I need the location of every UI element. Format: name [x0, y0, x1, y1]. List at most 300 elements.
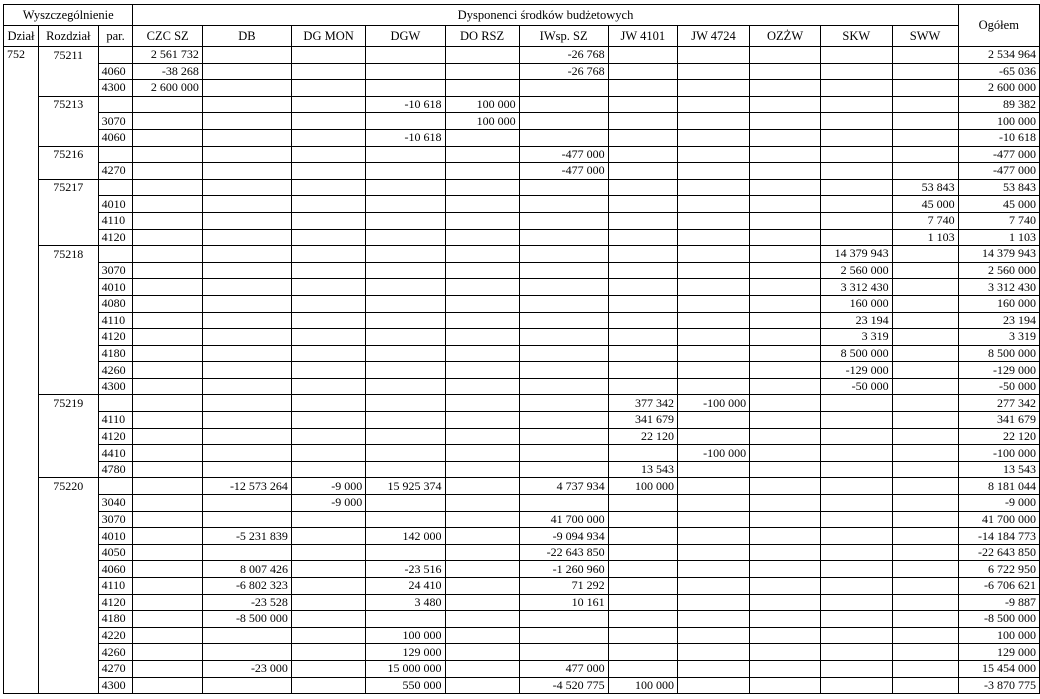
- cell-value: [677, 80, 749, 97]
- cell-dzial: [4, 179, 39, 196]
- cell-rozdzial: [38, 627, 98, 644]
- cell-total: 53 843: [958, 179, 1039, 196]
- cell-value: [608, 163, 677, 180]
- cell-par: [98, 146, 133, 163]
- cell-value: [892, 47, 958, 64]
- cell-value: [750, 428, 821, 445]
- cell-rozdzial: [38, 362, 98, 379]
- cell-value: [133, 461, 202, 478]
- cell-value: [202, 146, 291, 163]
- cell-value: [892, 461, 958, 478]
- cell-value: [821, 179, 893, 196]
- cell-rozdzial: [38, 378, 98, 395]
- cell-dzial: [4, 528, 39, 545]
- cell-value: [821, 212, 893, 229]
- cell-value: [750, 478, 821, 495]
- cell-value: [366, 544, 445, 561]
- table-row: [4, 544, 1040, 561]
- cell-value: [821, 677, 893, 694]
- cell-value: [750, 329, 821, 346]
- cell-par: 4060: [98, 63, 133, 80]
- cell-value: [366, 329, 445, 346]
- cell-dzial: [4, 611, 39, 628]
- cell-rozdzial: [38, 262, 98, 279]
- cell-value: [291, 329, 365, 346]
- cell-total: 15 454 000: [958, 660, 1039, 677]
- cell-value: [750, 644, 821, 661]
- cell-value: 53 843: [892, 179, 958, 196]
- cell-value: [202, 312, 291, 329]
- cell-value: 15 000 000: [366, 660, 445, 677]
- cell-value: [291, 295, 365, 312]
- cell-value: [445, 179, 519, 196]
- cell-value: [892, 96, 958, 113]
- cell-value: [892, 677, 958, 694]
- cell-value: [892, 511, 958, 528]
- cell-value: -26 768: [519, 63, 608, 80]
- cell-value: [445, 528, 519, 545]
- cell-value: [291, 279, 365, 296]
- cell-total: -477 000: [958, 146, 1039, 163]
- cell-value: [291, 80, 365, 97]
- cell-rozdzial: [38, 63, 98, 80]
- table-row: [4, 163, 1040, 180]
- cell-value: [821, 146, 893, 163]
- header-row-2: [4, 26, 1040, 47]
- cell-rozdzial: [38, 428, 98, 445]
- header-disposer: SWW: [892, 26, 958, 47]
- cell-value: [445, 428, 519, 445]
- cell-value: [202, 113, 291, 130]
- cell-dzial: [4, 146, 39, 163]
- cell-value: [133, 179, 202, 196]
- cell-par: 4270: [98, 163, 133, 180]
- cell-par: 4120: [98, 329, 133, 346]
- cell-value: [133, 578, 202, 595]
- table-row: [4, 511, 1040, 528]
- cell-value: [445, 329, 519, 346]
- cell-value: [750, 47, 821, 64]
- cell-value: [133, 312, 202, 329]
- cell-value: [608, 528, 677, 545]
- cell-value: [519, 345, 608, 362]
- cell-value: [366, 611, 445, 628]
- cell-value: 41 700 000: [519, 511, 608, 528]
- cell-rozdzial: [38, 544, 98, 561]
- cell-value: [445, 163, 519, 180]
- cell-value: [608, 113, 677, 130]
- cell-value: [677, 329, 749, 346]
- cell-value: [608, 578, 677, 595]
- cell-value: [821, 528, 893, 545]
- cell-value: [133, 329, 202, 346]
- cell-value: [608, 80, 677, 97]
- cell-value: [608, 47, 677, 64]
- cell-value: -100 000: [677, 395, 749, 412]
- cell-value: [366, 179, 445, 196]
- table-row: [4, 495, 1040, 512]
- cell-rozdzial: [38, 677, 98, 694]
- cell-total: 41 700 000: [958, 511, 1039, 528]
- cell-total: -9 000: [958, 495, 1039, 512]
- cell-value: 8 007 426: [202, 561, 291, 578]
- cell-value: [821, 113, 893, 130]
- cell-total: -100 000: [958, 445, 1039, 462]
- cell-value: [133, 677, 202, 694]
- cell-value: [445, 63, 519, 80]
- cell-value: [133, 495, 202, 512]
- cell-value: [291, 362, 365, 379]
- table-row: [4, 644, 1040, 661]
- table-row: [4, 461, 1040, 478]
- table-row: [4, 594, 1040, 611]
- cell-value: [608, 262, 677, 279]
- table-row: [4, 47, 1040, 64]
- cell-value: 2 600 000: [133, 80, 202, 97]
- cell-par: 4010: [98, 196, 133, 213]
- cell-total: 3 319: [958, 329, 1039, 346]
- cell-par: [98, 246, 133, 263]
- cell-par: 4080: [98, 295, 133, 312]
- cell-value: [366, 163, 445, 180]
- cell-value: [445, 461, 519, 478]
- cell-dzial: [4, 627, 39, 644]
- cell-value: 3 319: [821, 329, 893, 346]
- cell-value: [133, 660, 202, 677]
- cell-value: [133, 129, 202, 146]
- cell-value: 23 194: [821, 312, 893, 329]
- cell-value: [202, 412, 291, 429]
- cell-value: [677, 47, 749, 64]
- cell-value: [677, 96, 749, 113]
- cell-value: 341 679: [608, 412, 677, 429]
- cell-dzial: 752: [4, 47, 39, 64]
- cell-rozdzial: [38, 212, 98, 229]
- cell-value: [445, 246, 519, 263]
- table-row: [4, 478, 1040, 495]
- cell-value: -23 516: [366, 561, 445, 578]
- cell-value: [291, 196, 365, 213]
- cell-value: [445, 146, 519, 163]
- cell-value: -5 231 839: [202, 528, 291, 545]
- cell-value: [750, 229, 821, 246]
- cell-value: [133, 611, 202, 628]
- header-disposer: DGW: [366, 26, 445, 47]
- cell-value: [892, 378, 958, 395]
- cell-value: [677, 312, 749, 329]
- cell-dzial: [4, 295, 39, 312]
- cell-value: [133, 212, 202, 229]
- cell-value: [519, 428, 608, 445]
- cell-value: [202, 378, 291, 395]
- table-row: [4, 179, 1040, 196]
- cell-value: [608, 179, 677, 196]
- cell-value: [677, 246, 749, 263]
- cell-value: 160 000: [821, 295, 893, 312]
- cell-value: [519, 279, 608, 296]
- cell-value: [445, 660, 519, 677]
- cell-par: 4410: [98, 445, 133, 462]
- cell-value: [608, 611, 677, 628]
- cell-value: [133, 428, 202, 445]
- cell-value: [608, 212, 677, 229]
- cell-value: [291, 179, 365, 196]
- cell-value: [892, 660, 958, 677]
- cell-value: [608, 196, 677, 213]
- cell-value: [366, 362, 445, 379]
- cell-dzial: [4, 378, 39, 395]
- cell-par: 4260: [98, 644, 133, 661]
- cell-rozdzial: [38, 511, 98, 528]
- cell-value: [519, 329, 608, 346]
- cell-value: 7 740: [892, 212, 958, 229]
- cell-par: 3070: [98, 113, 133, 130]
- cell-value: [291, 345, 365, 362]
- cell-value: [750, 660, 821, 677]
- cell-total: -6 706 621: [958, 578, 1039, 595]
- cell-value: [750, 246, 821, 263]
- cell-value: [677, 644, 749, 661]
- cell-rozdzial: [38, 329, 98, 346]
- cell-rozdzial: [38, 80, 98, 97]
- cell-par: 4260: [98, 362, 133, 379]
- cell-par: 4110: [98, 412, 133, 429]
- cell-value: [519, 196, 608, 213]
- cell-value: [202, 246, 291, 263]
- cell-value: [677, 561, 749, 578]
- cell-value: [445, 262, 519, 279]
- cell-value: [133, 378, 202, 395]
- cell-value: [133, 113, 202, 130]
- cell-total: 13 543: [958, 461, 1039, 478]
- table-row: [4, 129, 1040, 146]
- cell-par: 4780: [98, 461, 133, 478]
- cell-value: [750, 179, 821, 196]
- cell-value: [608, 329, 677, 346]
- table-row: [4, 345, 1040, 362]
- cell-value: [519, 179, 608, 196]
- cell-value: [750, 378, 821, 395]
- cell-par: 4300: [98, 80, 133, 97]
- table-row: [4, 578, 1040, 595]
- cell-dzial: [4, 461, 39, 478]
- header-ogolem: Ogółem: [958, 5, 1039, 47]
- header-disposer: DO RSZ: [445, 26, 519, 47]
- cell-value: -9 094 934: [519, 528, 608, 545]
- cell-value: [202, 279, 291, 296]
- header-disposer: JW 4101: [608, 26, 677, 47]
- cell-value: [608, 295, 677, 312]
- table-row: [4, 445, 1040, 462]
- cell-value: [892, 428, 958, 445]
- cell-dzial: [4, 163, 39, 180]
- cell-value: [366, 412, 445, 429]
- cell-par: 4010: [98, 279, 133, 296]
- cell-value: [750, 578, 821, 595]
- cell-total: 2 560 000: [958, 262, 1039, 279]
- cell-value: [821, 428, 893, 445]
- cell-value: [677, 495, 749, 512]
- cell-total: 3 312 430: [958, 279, 1039, 296]
- cell-value: -23 000: [202, 660, 291, 677]
- cell-par: 3070: [98, 262, 133, 279]
- cell-value: [291, 262, 365, 279]
- cell-value: [750, 129, 821, 146]
- cell-value: [750, 677, 821, 694]
- cell-value: [291, 312, 365, 329]
- cell-value: [677, 378, 749, 395]
- cell-rozdzial: [38, 445, 98, 462]
- cell-value: [750, 295, 821, 312]
- cell-value: [366, 461, 445, 478]
- cell-value: [677, 279, 749, 296]
- cell-dzial: [4, 63, 39, 80]
- cell-value: [519, 262, 608, 279]
- cell-value: [133, 627, 202, 644]
- cell-value: [608, 627, 677, 644]
- table-row: [4, 246, 1040, 263]
- cell-value: [133, 594, 202, 611]
- table-row: [4, 312, 1040, 329]
- cell-value: [608, 495, 677, 512]
- cell-value: [821, 196, 893, 213]
- cell-value: [750, 146, 821, 163]
- cell-value: [366, 47, 445, 64]
- table-row: [4, 627, 1040, 644]
- cell-rozdzial: 75219: [38, 395, 98, 412]
- cell-par: 4180: [98, 611, 133, 628]
- cell-value: [366, 445, 445, 462]
- cell-value: 377 342: [608, 395, 677, 412]
- cell-value: [892, 246, 958, 263]
- cell-value: [519, 395, 608, 412]
- cell-par: 4110: [98, 312, 133, 329]
- cell-value: [291, 412, 365, 429]
- cell-rozdzial: [38, 196, 98, 213]
- cell-value: [892, 544, 958, 561]
- cell-par: [98, 478, 133, 495]
- cell-value: [519, 362, 608, 379]
- cell-value: [445, 312, 519, 329]
- cell-value: [677, 594, 749, 611]
- cell-value: [366, 378, 445, 395]
- cell-value: [133, 96, 202, 113]
- cell-total: 14 379 943: [958, 246, 1039, 263]
- cell-value: [291, 677, 365, 694]
- cell-value: [133, 345, 202, 362]
- cell-value: [519, 229, 608, 246]
- cell-value: [202, 80, 291, 97]
- cell-value: [519, 378, 608, 395]
- cell-par: [98, 395, 133, 412]
- cell-rozdzial: [38, 113, 98, 130]
- cell-value: [892, 561, 958, 578]
- cell-value: [445, 478, 519, 495]
- cell-value: [608, 96, 677, 113]
- cell-value: 477 000: [519, 660, 608, 677]
- table-row: [4, 96, 1040, 113]
- cell-par: 4050: [98, 544, 133, 561]
- cell-value: -477 000: [519, 163, 608, 180]
- cell-value: -4 520 775: [519, 677, 608, 694]
- cell-value: [366, 146, 445, 163]
- cell-value: [445, 627, 519, 644]
- cell-value: 100 000: [445, 113, 519, 130]
- cell-value: [366, 312, 445, 329]
- cell-value: [445, 345, 519, 362]
- cell-par: 3040: [98, 495, 133, 512]
- cell-value: 142 000: [366, 528, 445, 545]
- cell-value: [750, 495, 821, 512]
- cell-value: [608, 445, 677, 462]
- cell-value: [892, 362, 958, 379]
- cell-value: [133, 262, 202, 279]
- cell-value: [366, 345, 445, 362]
- cell-dzial: [4, 262, 39, 279]
- cell-value: -6 802 323: [202, 578, 291, 595]
- cell-value: 10 161: [519, 594, 608, 611]
- cell-value: [445, 212, 519, 229]
- cell-dzial: [4, 212, 39, 229]
- cell-value: [202, 129, 291, 146]
- cell-value: [750, 627, 821, 644]
- cell-value: [821, 561, 893, 578]
- cell-value: [750, 594, 821, 611]
- cell-value: [821, 229, 893, 246]
- cell-value: [677, 578, 749, 595]
- cell-value: [608, 312, 677, 329]
- cell-value: [677, 611, 749, 628]
- cell-value: [519, 295, 608, 312]
- cell-rozdzial: [38, 229, 98, 246]
- table-row: [4, 63, 1040, 80]
- cell-value: [608, 345, 677, 362]
- cell-value: [445, 295, 519, 312]
- cell-value: [677, 163, 749, 180]
- cell-value: [291, 96, 365, 113]
- cell-value: [750, 611, 821, 628]
- cell-value: [366, 63, 445, 80]
- cell-rozdzial: [38, 561, 98, 578]
- cell-value: [677, 262, 749, 279]
- cell-value: [750, 461, 821, 478]
- cell-rozdzial: [38, 578, 98, 595]
- cell-value: [608, 129, 677, 146]
- cell-total: -50 000: [958, 378, 1039, 395]
- cell-value: [133, 163, 202, 180]
- cell-value: [750, 196, 821, 213]
- cell-value: [892, 578, 958, 595]
- cell-value: [892, 528, 958, 545]
- cell-value: [750, 163, 821, 180]
- table-row: [4, 212, 1040, 229]
- cell-value: [133, 295, 202, 312]
- cell-value: [608, 511, 677, 528]
- cell-value: [133, 644, 202, 661]
- cell-rozdzial: [38, 163, 98, 180]
- cell-value: [202, 63, 291, 80]
- cell-rozdzial: [38, 412, 98, 429]
- cell-value: [821, 395, 893, 412]
- cell-value: -9 000: [291, 478, 365, 495]
- cell-par: 4060: [98, 561, 133, 578]
- cell-value: [519, 129, 608, 146]
- cell-value: [821, 129, 893, 146]
- cell-value: [133, 279, 202, 296]
- cell-value: [750, 63, 821, 80]
- table-row: [4, 362, 1040, 379]
- cell-value: [821, 511, 893, 528]
